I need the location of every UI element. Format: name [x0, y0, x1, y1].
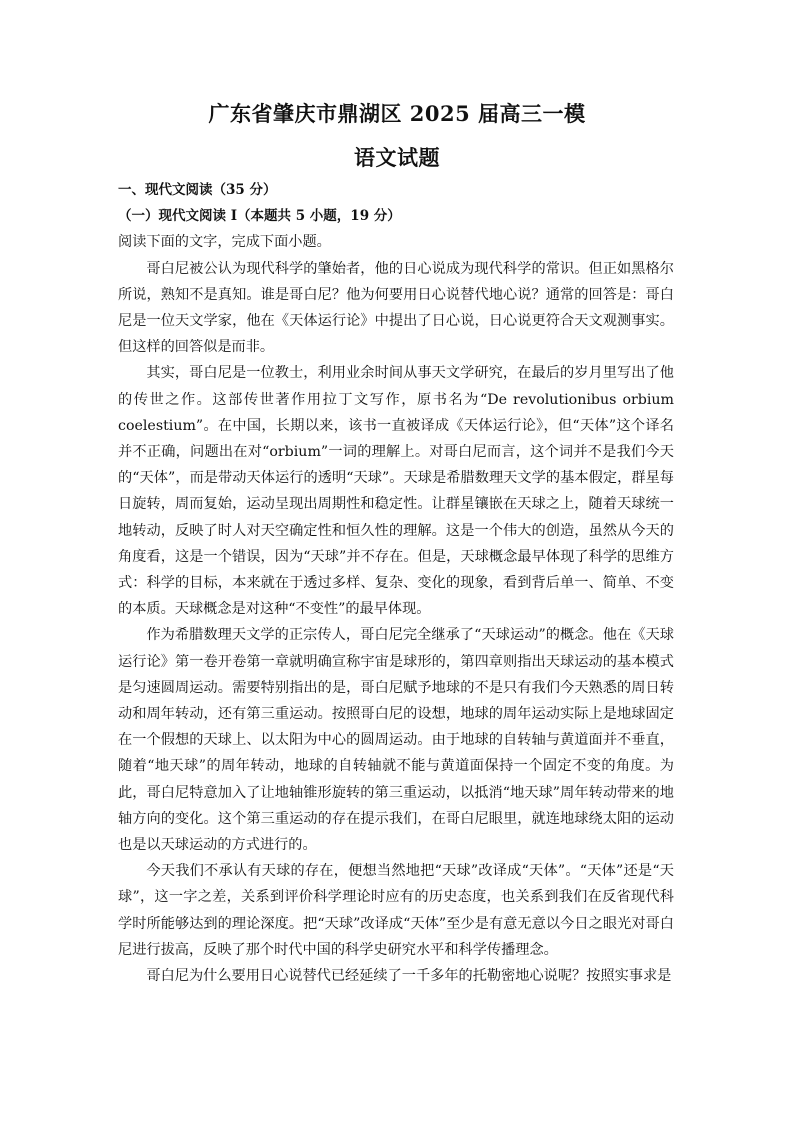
paragraph-1: 哥白尼被公认为现代科学的肇始者，他的日心说成为现代科学的常识。但正如黑格尔所说，熟知不是真知。谁是哥白尼？他为何要用日心说替代地心说？通常的回答是：哥白尼是一位天文学家，他在《天体运行论》中提出了日心说，日心说更符合天文观测事实。但这样的回答似是而非。	[118, 260, 674, 356]
document-subtitle: 语文试题	[354, 145, 440, 170]
paragraph-4: 今天我们不承认有天球的存在，便想当然地把“天球”改译成“天体”。“天体”还是“天球”，这一字之差，关系到评价科学理论时应有的历史态度，也关系到我们在反省现代科学时所能够达到的理论深度。把“天球”改译成“天体”至少是有意无意以今日之眼光对哥白尼进行拔高，反映了那个时代中国的科学史研究水平和科学传播理念。	[118, 863, 674, 958]
document-title: 广东省肇庆市鼎湖区 2025 届高三一模	[208, 101, 586, 126]
reading-instruction: 阅读下面的文字，完成下面小题。	[118, 234, 331, 251]
paragraph-5: 哥白尼为什么要用日心说替代已经延续了一千多年的托勒密地心说呢？按照实事求是	[146, 968, 672, 985]
paragraph-2: 其实，哥白尼是一位教士，利用业余时间从事天文学研究，在最后的岁月里写出了他的传世之作。这部传世著作用拉丁文写作，原书名为“De revolutionibus orbium coelestium”。在中国，长期以来，该书一直被译成《天体运行论》，但“天体”这个译名并不正确，问题出在对“orbium”一词的理解上。对哥白尼而言，这个词并不是我们今天的“天体”，而是带动天体运行的透明“天球”。天球是希腊数理天文学的基本假定，群星每日旋转，周而复始，运动呈现出周期性和稳定性。让群星镶嵌在天球之上，随着天球统一地转动，反映了时人对天空确定性和恒久性的理解。这是一个伟大的创造，虽然从今天的角度看，这是一个错误，因为“天球”并不存在。但是，天球概念最早体现了科学的思维方式：科学的目标，本来就在于透过多样、复杂、变化的现象，看到背后单一、简单、不变的本质。天球概念是对这种“不变性”的最早体现。	[118, 365, 674, 618]
subsection-heading: （一）现代文阅读 I（本题共 5 小题，19 分）	[118, 208, 401, 225]
paragraph-3: 作为希腊数理天文学的正宗传人，哥白尼完全继承了“天球运动”的概念。他在《天球运行论》第一卷开卷第一章就明确宣称宇宙是球形的，第四章则指出天球运动的基本模式是匀速圆周运动。需要特别指出的是，哥白尼赋予地球的不是只有我们今天熟悉的周日转动和周年转动，还有第三重运动。按照哥白尼的设想，地球的周年运动实际上是地球固定在一个假想的天球上、以太阳为中心的圆周运动。由于地球的自转轴与黄道面并不垂直，随着“地天球”的周年转动，地球的自转轴就不能与黄道面保持一个固定不变的角度。为此，哥白尼特意加入了让地轴锥形旋转的第三重运动，以抵消“地天球”周年转动带来的地轴方向的变化。这个第三重运动的存在提示我们，在哥白尼眼里，就连地球绕太阳的运动也是以天球运动的方式进行的。	[118, 627, 674, 854]
section-heading: 一、现代文阅读（35 分）	[118, 182, 277, 198]
document-body	[118, 177, 674, 989]
